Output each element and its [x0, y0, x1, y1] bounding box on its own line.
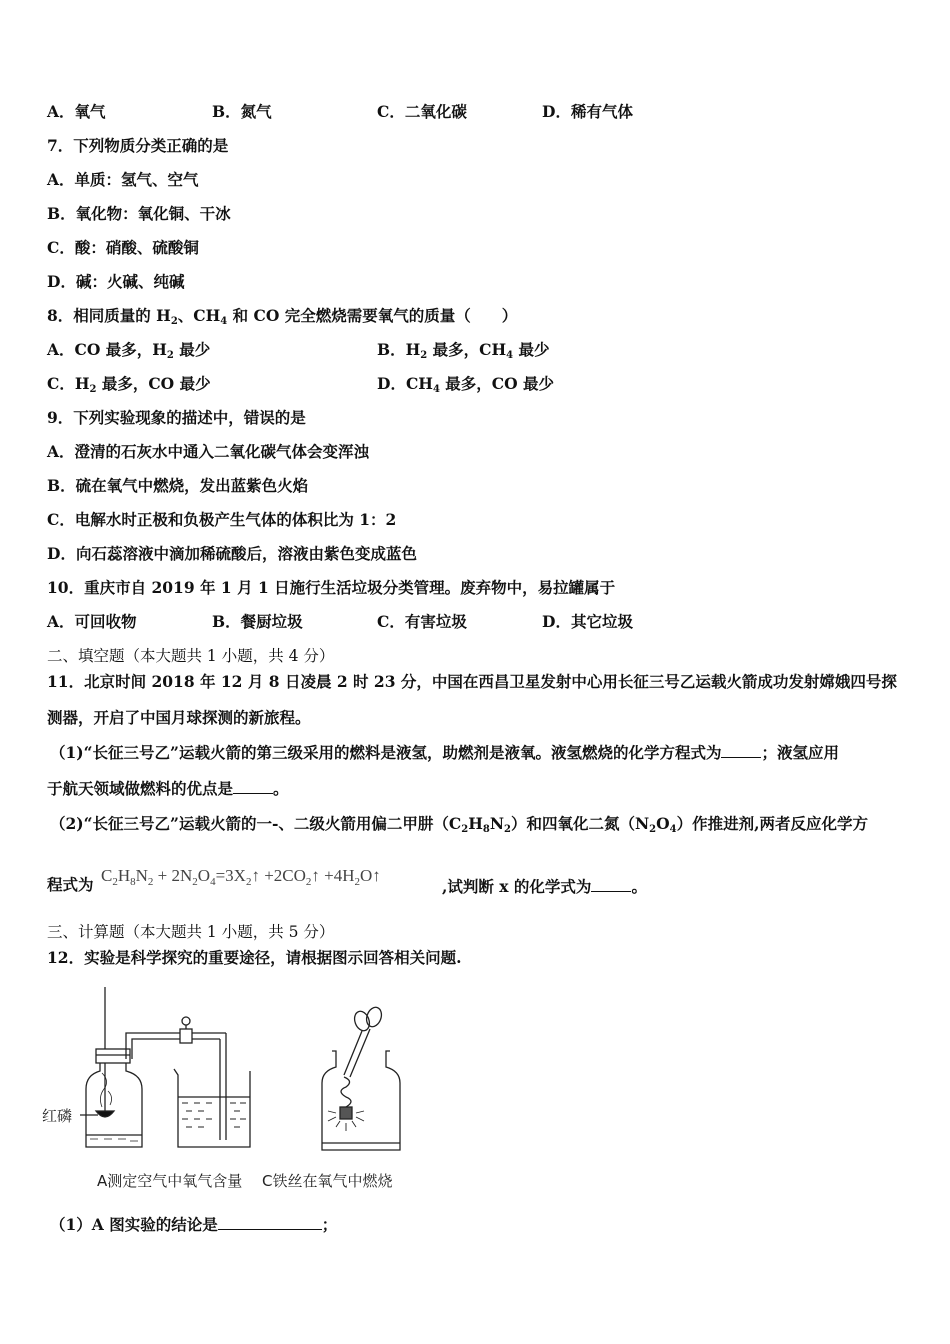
q9-option-a: A．澄清的石灰水中通入二氧化碳气体会变浑浊 [47, 442, 370, 461]
q9-option-c: C．电解水时正极和负极产生气体的体积比为 1：2 [47, 510, 397, 529]
q7-option-d: D．碱：火碱、纯碱 [47, 272, 185, 291]
q7-option-c: C．酸：硝酸、硫酸铜 [47, 238, 199, 257]
q8-option-a: A．CO 最多，$H_2$ 最少 [47, 340, 211, 361]
q9-stem: 9．下列实验现象的描述中，错误的是 [47, 408, 306, 427]
q11-part2-line2-prefix: 程式为 [47, 875, 94, 894]
delivery-tube [126, 1033, 226, 1059]
apparatus-a [80, 987, 250, 1147]
q6-option-d: D．稀有气体 [542, 102, 633, 121]
chemical-equation: $C_2H_8N_2$ + $2N_2O_4=3X_2↑$ $+2CO_2↑$ $+4H_2O↑$ [101, 866, 381, 888]
q8-option-c: C．$H_2$ 最多，CO 最少 [47, 374, 211, 395]
q7-stem: 7．下列物质分类正确的是 [47, 136, 229, 155]
q6-option-c: C．二氧化碳 [377, 102, 467, 121]
answer-blank[interactable] [721, 743, 761, 758]
q10-stem: 10．重庆市自 2019 年 1 月 1 日施行生活垃圾分类管理。废弃物中，易拉罐属于 [47, 578, 616, 597]
q10-option-a: A．可回收物 [47, 612, 137, 631]
q6-option-a: A．氧气 [47, 102, 106, 121]
gas-bottle-c [322, 1051, 400, 1150]
stopper [96, 1049, 130, 1063]
section-3-heading: 三、计算题（本大题共 1 小题，共 5 分） [47, 923, 335, 941]
q9-option-d: D．向石蕊溶液中滴加稀硫酸后，溶液由紫色变成蓝色 [47, 544, 417, 563]
caption-a: A测定空气中氧气含量 [97, 1172, 243, 1190]
spring-clamp [180, 1029, 192, 1043]
q12-part1: （1）A 图实验的结论是 ； [50, 1215, 338, 1234]
q11-part2-line1: （2)“长征三号乙”运载火箭的一-、二级火箭用偏二甲肼$(C_2H_8N_2)$和四氧化二氮$(N_2O_4)$作推进剂,两者反应化学方 [50, 814, 868, 835]
q10-option-b: B．餐厨垃圾 [212, 612, 303, 631]
tongs-handle [352, 1009, 372, 1033]
q8-option-d: D．$CH_4$ 最多，CO 最少 [377, 374, 555, 395]
q8-stem: 8．相同质量的 $H_2$、$CH_4$ 和 CO 完全燃烧需要氧气的质量（ ） [47, 306, 518, 327]
q6-option-b: B．氮气 [212, 102, 272, 121]
q7-option-a: A．单质：氢气、空气 [47, 170, 199, 189]
beaker [174, 1069, 250, 1147]
apparatus-c [322, 1005, 400, 1150]
answer-blank[interactable] [233, 779, 273, 794]
experiment-figure [40, 985, 440, 1195]
caption-c: C铁丝在氧气中燃烧 [262, 1172, 393, 1190]
q11-stem-line1: 11．北京时间 2018 年 12 月 8 日凌晨 2 时 23 分，中国在西昌卫星发射中心用长征三号乙运载火箭成功发射嫦娥四号探 [47, 672, 897, 691]
combustion-spoon [96, 1111, 114, 1117]
q7-option-b: B．氧化物：氧化铜、干冰 [47, 204, 231, 223]
q11-part1-line1: （1)“长征三号乙”运载火箭的第三级采用的燃料是液氢，助燃剂是液氧。液氢燃烧的化学方程式为 ；液氢应用 [50, 743, 839, 762]
answer-blank[interactable] [218, 1215, 322, 1230]
answer-blank[interactable] [591, 877, 631, 892]
red-phosphorus-label: 红磷 [42, 1107, 73, 1125]
section-2-heading: 二、填空题（本大题共 1 小题，共 4 分） [47, 647, 335, 665]
q11-part2-line2-suffix: ,试判断 x 的化学式为 。 [442, 877, 647, 896]
q12-stem: 12．实验是科学探究的重要途径，请根据图示回答相关问题. [47, 948, 462, 967]
q10-option-d: D．其它垃圾 [542, 612, 633, 631]
q9-option-b: B．硫在氧气中燃烧，发出蓝紫色火焰 [47, 476, 309, 495]
q10-option-c: C．有害垃圾 [377, 612, 467, 631]
q8-option-b: B．$H_2$ 最多，$CH_4$ 最少 [377, 340, 550, 361]
q11-stem-line2: 测器，开启了中国月球探测的新旅程。 [47, 708, 311, 727]
q11-part1-line2: 于航天领域做燃料的优点是 。 [47, 779, 289, 798]
